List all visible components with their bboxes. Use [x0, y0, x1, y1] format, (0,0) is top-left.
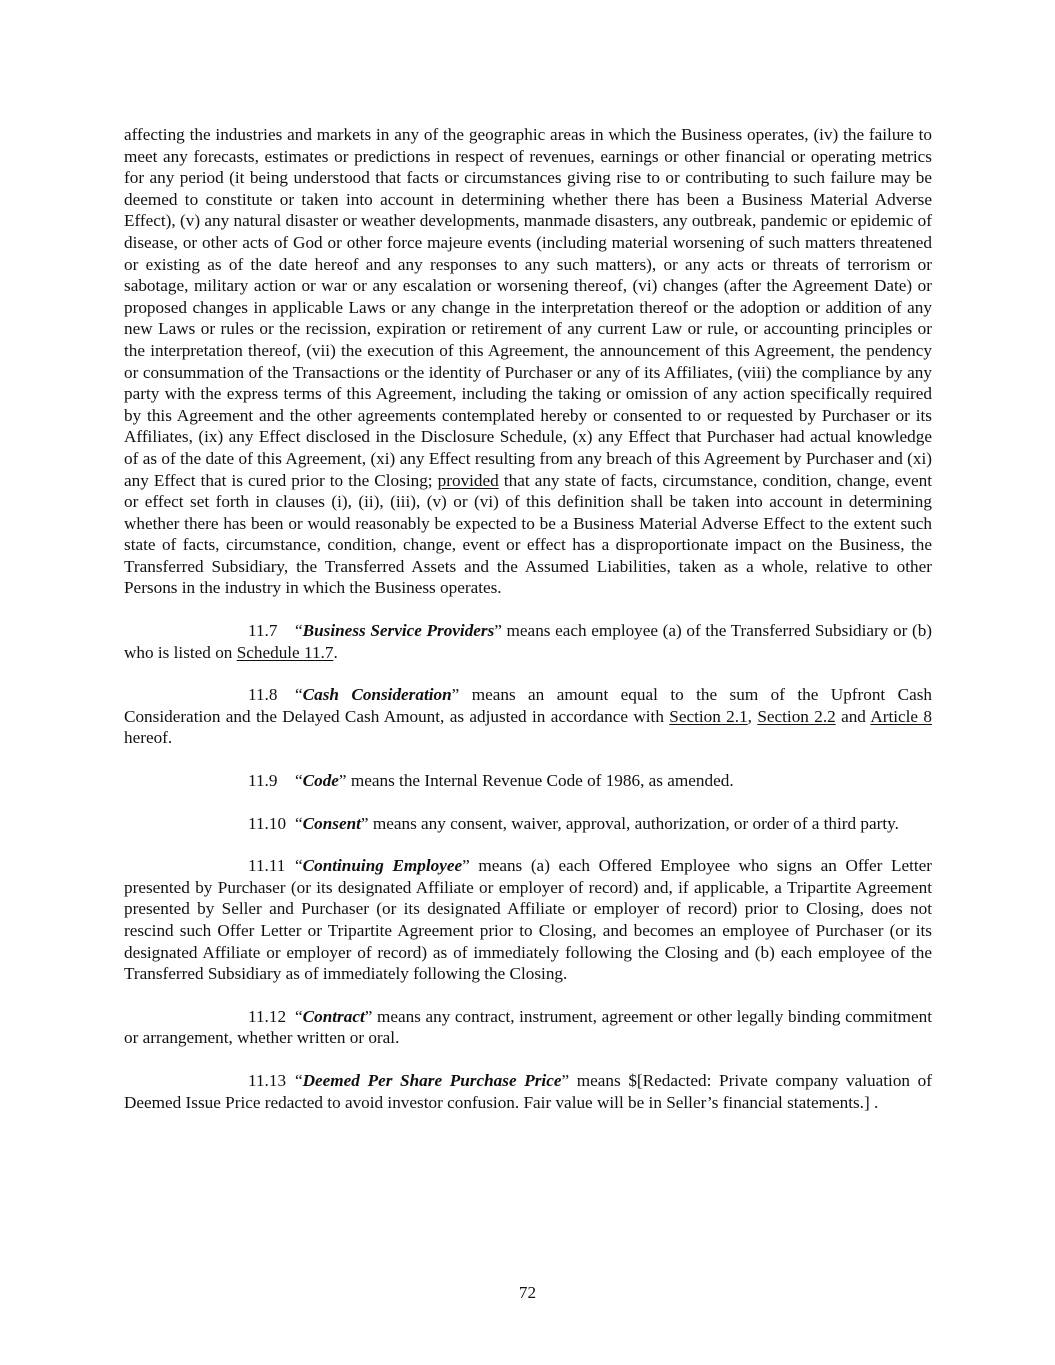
definition-text: ” means any consent, waiver, approval, authorization, or order of a third party.: [360, 813, 899, 833]
defined-term: Consent: [302, 813, 361, 833]
open-quote: “: [295, 1006, 303, 1026]
section-number: 11.12: [248, 1006, 287, 1026]
section-number: 11.11: [248, 856, 286, 876]
document-page: [124, 124, 932, 1134]
section-11-12: [124, 1006, 932, 1049]
intro-text-part2: that any state of facts, circumstance, condition, change, event or effect set forth in clauses (i), (ii), (iii), (v) or (vi) of this definition shall be taken into account in determining whether there has been or would reasonably be expected to be a Business Material Adverse Effect to the extent such state of facts, circumstance, condition, change, event or effect has a disproportionate impact on the Business, the Transferred Subsidiary, the Transferred Assets and the Assumed Liabilities, taken as a whole, relative to other Persons in the industry in which the Business operates.: [124, 470, 932, 598]
section-11-8: [124, 684, 932, 749]
open-quote: “: [295, 1070, 303, 1090]
open-quote: “: [295, 685, 303, 705]
defined-term: Code: [302, 771, 339, 791]
section-number: 11.7: [248, 621, 278, 641]
definition-text: ” means each employee (a) of the Transferred Subsidiary or (b) who is listed on: [124, 621, 933, 662]
section-2-2-link[interactable]: Section 2.2: [757, 706, 836, 726]
open-quote: “: [295, 771, 303, 791]
section-11-11: [124, 855, 932, 985]
schedule-11-7-link[interactable]: Schedule 11.7: [236, 642, 334, 662]
intro-paragraph: [124, 124, 932, 599]
definition-text: ” means the Internal Revenue Code of 1986, as amended.: [338, 771, 734, 791]
open-quote: “: [295, 621, 303, 641]
open-quote: “: [295, 856, 303, 876]
section-number: 11.10: [248, 813, 287, 833]
open-quote: “: [295, 813, 303, 833]
definition-text: ” means $[Redacted: Private company valuation of Deemed Issue Price redacted to avoid investor confusion. Fair value will be in Seller’s financial statements.] .: [124, 1070, 932, 1112]
section-number: 11.9: [248, 771, 278, 791]
definition-text: ” means an amount equal to the sum of the Upfront Cash Consideration and the Delayed Cash Amount, as adjusted in accordance with: [124, 685, 932, 726]
defined-term: Continuing Employee: [302, 856, 463, 876]
section-11-10: [124, 813, 932, 835]
definition-text: ” means any contract, instrument, agreement or other legally binding commitment or arrangement, whether written or oral.: [124, 1006, 932, 1048]
article-8-link[interactable]: Article 8: [870, 706, 932, 726]
defined-term: Contract: [302, 1006, 365, 1026]
page-number: 72: [518, 1283, 537, 1302]
section-11-13: [124, 1070, 932, 1113]
section-2-1-link[interactable]: Section 2.1: [669, 706, 748, 726]
separator: and: [835, 706, 871, 726]
provided-term: provided: [437, 470, 499, 490]
defined-term: Cash Consideration: [302, 685, 452, 705]
defined-term: Business Service Providers: [302, 621, 495, 641]
definition-text-end: hereof.: [124, 728, 173, 748]
section-11-7: [124, 620, 932, 663]
section-number: 11.8: [248, 685, 278, 705]
definition-text: ” means (a) each Offered Employee who signs an Offer Letter presented by Purchaser (or its designated Affiliate or employer of record) and, if applicable, a Tripartite Agreement presented by Seller and Purchaser (or its designated Affiliate or employer of record) prior to Closing, does not rescind such Offer Letter or Tripartite Agreement prior to Closing, and becomes an employee of Purchaser (or its designated Affiliate or employer of record) as of immediately following the Closing and (b) each employee of the Transferred Subsidiary as of immediately following the Closing.: [124, 856, 932, 984]
defined-term: Deemed Per Share Purchase Price: [302, 1070, 562, 1090]
section-11-9: [124, 770, 932, 792]
intro-text-part1: affecting the industries and markets in any of the geographic areas in which the Business operates, (iv) the failure to meet any forecasts, estimates or predictions in respect of revenues, earnings or other financial or operating metrics for any period (it being understood that facts or circumstances giving rise to or contributing to such failure may be deemed to constitute or taken into account in determining whether there has been a Business Material Adverse Effect), (v) any natural disaster or weather developments, manmade disasters, any outbreak, pandemic or epidemic of disease, or other acts of God or other force majeure events (including material worsening of such matters threatened or existing as of the date hereof and any responses to any such matters), or any acts or threats of terrorism or sabotage, military action or war or any escalation or worsening thereof, (vi) changes (after the Agreement Date) or proposed changes in applicable Laws or any change in the interpretation thereof or the adoption or addition of any new Laws or rules or the recission, expiration or retirement of any current Law or rule, or accounting principles or the interpretation thereof, (vii) the execution of this Agreement, the announcement of this Agreement, the pendency or consummation of the Transactions or the identity of Purchaser or any of its Affiliates, (viii) the compliance by any party with the express terms of this Agreement, including the taking or omission of any action specifically required by this Agreement and the other agreements contemplated hereby or consented to or requested by Purchaser or its Affiliates, (ix) any Effect disclosed in the Disclosure Schedule, (x) any Effect that Purchaser had actual knowledge of as of the date of this Agreement, (xi) any Effect resulting from any breach of this Agreement by Purchaser and (xi) any Effect that is cured prior to the Closing;: [124, 125, 932, 490]
section-number: 11.13: [248, 1070, 287, 1090]
separator: ,: [747, 706, 758, 726]
definition-text-end: .: [333, 642, 338, 662]
